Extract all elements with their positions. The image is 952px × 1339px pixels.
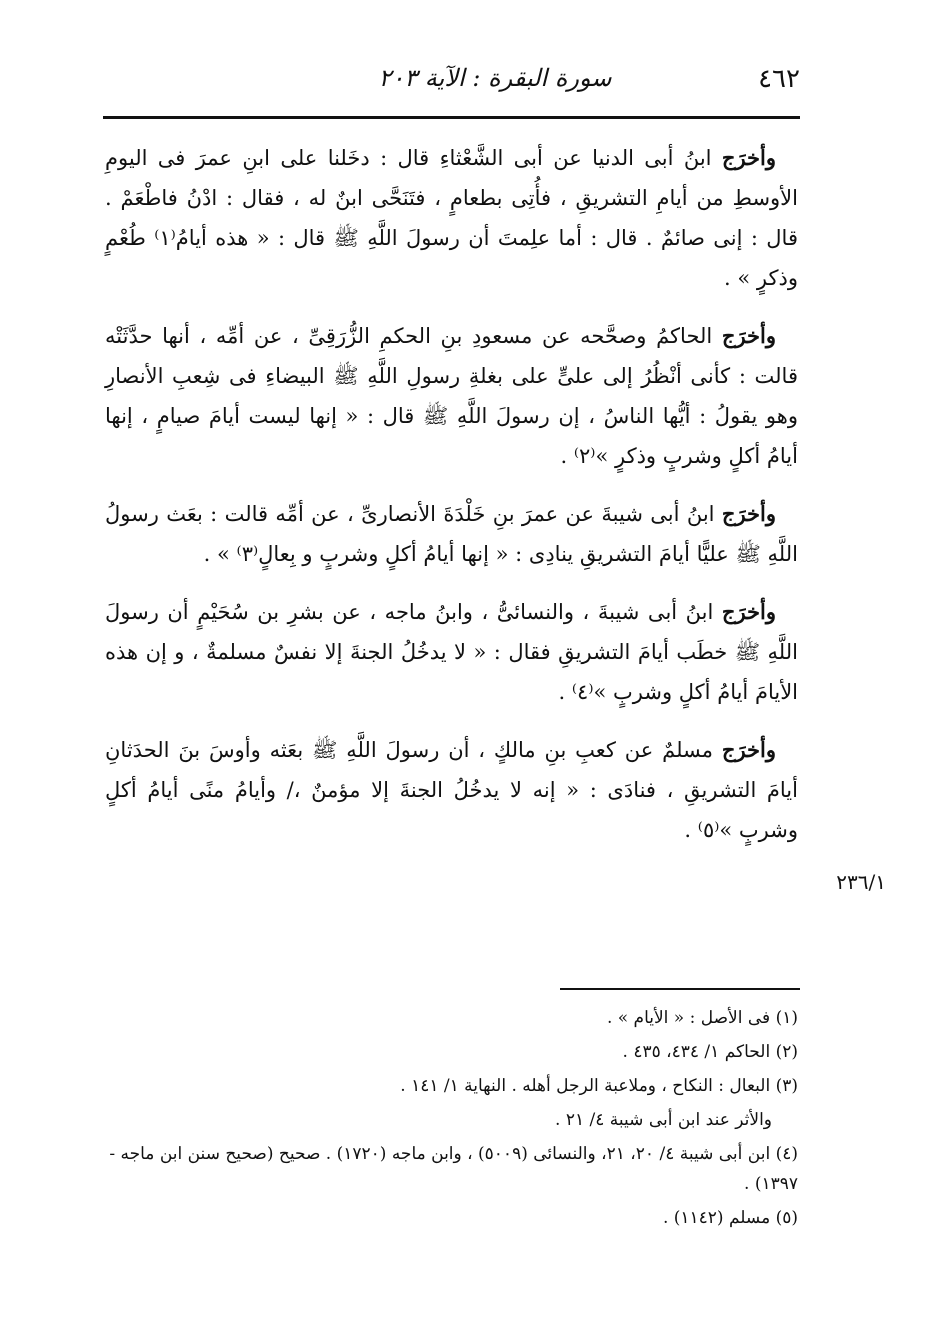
footnotes [105,1003,798,1237]
paragraph-2 [105,316,798,476]
paragraph-text: مسلمٌ عن كعبِ بنِ مالكٍ ، أن رسولَ اللَّهِ ﷺ بعَثه وأوسَ بنَ الحدَثانِ أيامَ التشريقِ ، فنادَى : « إنه لا يدخُلُ الجنةَ إلا مؤمنٌ ،/ وأيامُ منًى أيامُ أكلٍ وشربٍ »⁽٥⁾ . [105,738,798,842]
page-header [100,58,800,108]
paragraph-text: الحاكمُ وصحَّحه عن مسعودِ بنِ الحكمِ الزُّرَقِىِّ ، عن أمِّه ، أنها حدَّثَتْه قالت : كأنى أنْظُرُ إلى علىٍّ على بغلةِ رسولِ اللَّهِ ﷺ البيضاءِ فى شِعبِ الأنصارِ وهو يقولُ : أيُّها الناسُ ، إن رسولَ اللَّهِ ﷺ قال : « إنها ليست أيامَ صيامٍ ، إنها أيامُ أكلٍ وشربٍ وذكرٍ »⁽٢⁾ . [105,324,798,468]
footnote-3: (٣) البعال : النكاح ، وملاعبة الرجل أهله . النهاية ١/ ١٤١ . [400,1076,798,1096]
paragraph-lead: وأخرَج [721,323,776,348]
paragraph-lead: وأخرَج [721,599,776,624]
running-head: سورة البقرة : الآية ٢٠٣ [378,64,612,92]
paragraph-text: ابنُ أبى شيبةَ عن عمرَ بنِ خَلْدَةَ الأنصارىِّ ، عن أمِّه قالت : بعَث رسولُ اللَّهِ ﷺ عليًّا أيامَ التشريقِ ينادِى : « إنها أيامُ أكلٍ وشربٍ و بِعالٍ⁽٣⁾ » . [105,502,798,566]
paragraph-1 [105,138,798,298]
page-number: ٤٦٢ [758,64,800,94]
header-rule [103,116,800,119]
footnote-4: (٤) ابن أبى شيبة ٤/ ٢٠، ٢١، والنسائى (٥٠٠٩) ، وابن ماجه (١٧٢٠) . صحيح (صحيح سنن ابن ماجه - ١٣٩٧) . [109,1144,798,1194]
margin-reference: ٢٣٦/١ [836,870,886,894]
paragraph-text: ابنُ أبى شيبةَ ، والنسائىُّ ، وابنُ ماجه ، عن بشرِ بن سُحَيْمٍ أن رسولَ اللَّهِ ﷺ خطَب أيامَ التشريقِ فقال : « لا يدخُلُ الجنةَ إلا نفسٌ مسلمةٌ ، و إن هذه الأيامَ أيامُ أكلٍ وشربٍ »⁽٤⁾ . [105,600,798,704]
footnote-5: (٥) مسلم (١١٤٢) . [662,1208,798,1228]
paragraph-3 [105,494,798,574]
main-text [105,138,798,868]
paragraph-lead: وأخرَج [721,501,776,526]
footnote-3-continuation: والأثر عند ابن أبى شيبة ٤/ ٢١ . [555,1110,772,1130]
paragraph-text: ابنُ أبى الدنيا عن أبى الشَّعْثاءِ قال : دخَلنا على ابنِ عمرَ فى اليومِ الأوسطِ من أيامِ التشريقِ ، فأُتِى بطعامٍ ، فتَنَحَّى ابنٌ له ، فقال : ادْنُ فاطْعَمْ . قال : إنى صائمٌ . قال : أما علِمتَ أن رسولَ اللَّهِ ﷺ قال : « هذه أيامُ⁽١⁾ طُعْمٍ وذكرٍ » . [105,146,798,290]
paragraph-4 [105,592,798,712]
footnote-1: (١) فى الأصل : « الأيام » . [606,1008,798,1028]
paragraph-lead: وأخرَج [721,737,776,762]
footnote-rule [560,988,800,990]
paragraph-5 [105,730,798,850]
paragraph-lead: وأخرَج [721,145,776,170]
footnote-2: (٢) الحاكم ١/ ٤٣٤، ٤٣٥ . [622,1042,798,1062]
